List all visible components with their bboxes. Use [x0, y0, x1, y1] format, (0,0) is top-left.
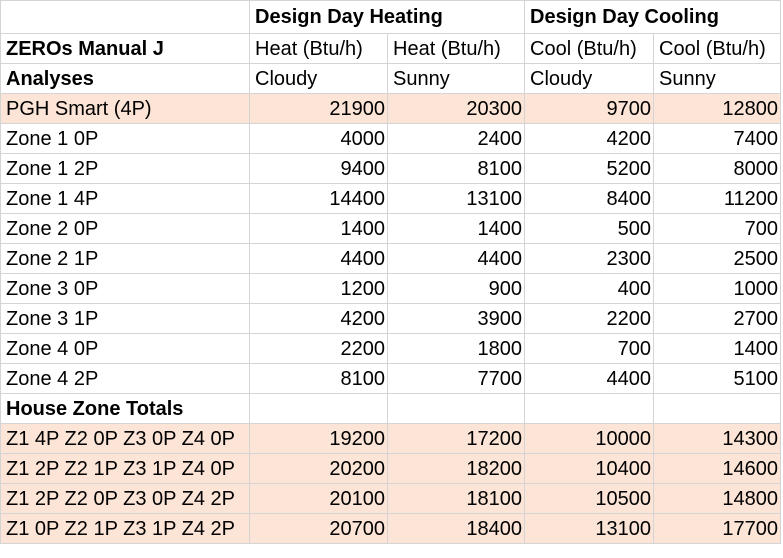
value-cell[interactable]: 10400 [525, 454, 654, 484]
empty-cell[interactable] [388, 394, 525, 424]
value-cell[interactable]: 14800 [654, 484, 781, 514]
condition-header-cool-cloudy[interactable]: Cloudy [525, 64, 654, 94]
value-cell[interactable]: 12800 [654, 94, 781, 124]
value-cell[interactable]: 13100 [525, 514, 654, 544]
heating-group-header[interactable]: Design Day Heating [250, 1, 525, 34]
row-label[interactable]: Zone 4 2P [1, 364, 250, 394]
value-cell[interactable]: 14600 [654, 454, 781, 484]
title-cell-line2[interactable]: Analyses [1, 64, 250, 94]
value-cell[interactable]: 1800 [388, 334, 525, 364]
row-label[interactable]: PGH Smart (4P) [1, 94, 250, 124]
totals-row [1, 424, 781, 454]
value-cell[interactable]: 18400 [388, 514, 525, 544]
value-cell[interactable]: 21900 [250, 94, 388, 124]
value-cell[interactable]: 1400 [250, 214, 388, 244]
totals-row [1, 514, 781, 544]
row-label[interactable]: Z1 4P Z2 0P Z3 0P Z4 0P [1, 424, 250, 454]
row-label[interactable]: Z1 0P Z2 1P Z3 1P Z4 2P [1, 514, 250, 544]
value-cell[interactable]: 4200 [250, 304, 388, 334]
value-cell[interactable]: 10000 [525, 424, 654, 454]
value-cell[interactable]: 9400 [250, 154, 388, 184]
value-cell[interactable]: 19200 [250, 424, 388, 454]
value-cell[interactable]: 900 [388, 274, 525, 304]
value-cell[interactable]: 4200 [525, 124, 654, 154]
value-cell[interactable]: 700 [525, 334, 654, 364]
empty-cell[interactable] [654, 394, 781, 424]
value-cell[interactable]: 5200 [525, 154, 654, 184]
table-row [1, 214, 781, 244]
value-cell[interactable]: 20700 [250, 514, 388, 544]
value-cell[interactable]: 400 [525, 274, 654, 304]
value-cell[interactable]: 20300 [388, 94, 525, 124]
empty-cell[interactable] [250, 394, 388, 424]
unit-header-row [1, 34, 781, 64]
title-cell-line1[interactable]: ZEROs Manual J [1, 34, 250, 64]
table-row [1, 154, 781, 184]
unit-header-cool-cloudy[interactable]: Cool (Btu/h) [525, 34, 654, 64]
value-cell[interactable]: 5100 [654, 364, 781, 394]
value-cell[interactable]: 4400 [525, 364, 654, 394]
row-label[interactable]: Zone 2 0P [1, 214, 250, 244]
empty-cell[interactable] [525, 394, 654, 424]
unit-header-heat-cloudy[interactable]: Heat (Btu/h) [250, 34, 388, 64]
value-cell[interactable]: 500 [525, 214, 654, 244]
value-cell[interactable]: 7700 [388, 364, 525, 394]
value-cell[interactable]: 10500 [525, 484, 654, 514]
value-cell[interactable]: 4400 [250, 244, 388, 274]
value-cell[interactable]: 8100 [388, 154, 525, 184]
row-label[interactable]: Zone 1 4P [1, 184, 250, 214]
table-row [1, 274, 781, 304]
value-cell[interactable]: 17200 [388, 424, 525, 454]
value-cell[interactable]: 1400 [388, 214, 525, 244]
value-cell[interactable]: 3900 [388, 304, 525, 334]
value-cell[interactable]: 2200 [525, 304, 654, 334]
condition-header-row [1, 64, 781, 94]
unit-header-cool-sunny[interactable]: Cool (Btu/h) [654, 34, 781, 64]
value-cell[interactable]: 1400 [654, 334, 781, 364]
table-row [1, 244, 781, 274]
value-cell[interactable]: 14300 [654, 424, 781, 454]
totals-row [1, 484, 781, 514]
value-cell[interactable]: 2300 [525, 244, 654, 274]
row-label[interactable]: Z1 2P Z2 1P Z3 1P Z4 0P [1, 454, 250, 484]
table-row [1, 94, 781, 124]
value-cell[interactable]: 13100 [388, 184, 525, 214]
value-cell[interactable]: 18100 [388, 484, 525, 514]
value-cell[interactable]: 8000 [654, 154, 781, 184]
totals-row [1, 454, 781, 484]
group-header-row [1, 1, 781, 34]
value-cell[interactable]: 18200 [388, 454, 525, 484]
totals-heading-row [1, 394, 781, 424]
value-cell[interactable]: 2200 [250, 334, 388, 364]
value-cell[interactable]: 20100 [250, 484, 388, 514]
table-row [1, 304, 781, 334]
row-label[interactable]: Z1 2P Z2 0P Z3 0P Z4 2P [1, 484, 250, 514]
value-cell[interactable]: 1200 [250, 274, 388, 304]
value-cell[interactable]: 17700 [654, 514, 781, 544]
table-row [1, 364, 781, 394]
cooling-group-header[interactable]: Design Day Cooling [525, 1, 781, 34]
row-label[interactable]: Zone 4 0P [1, 334, 250, 364]
condition-header-heat-cloudy[interactable]: Cloudy [250, 64, 388, 94]
unit-header-heat-sunny[interactable]: Heat (Btu/h) [388, 34, 525, 64]
value-cell[interactable]: 1000 [654, 274, 781, 304]
value-cell[interactable]: 20200 [250, 454, 388, 484]
value-cell[interactable]: 2500 [654, 244, 781, 274]
row-label[interactable]: Zone 2 1P [1, 244, 250, 274]
value-cell[interactable]: 2700 [654, 304, 781, 334]
row-label[interactable]: Zone 1 0P [1, 124, 250, 154]
value-cell[interactable]: 2400 [388, 124, 525, 154]
value-cell[interactable]: 700 [654, 214, 781, 244]
value-cell[interactable]: 8100 [250, 364, 388, 394]
value-cell[interactable]: 8400 [525, 184, 654, 214]
condition-header-heat-sunny[interactable]: Sunny [388, 64, 525, 94]
row-label[interactable]: Zone 1 2P [1, 154, 250, 184]
totals-heading[interactable]: House Zone Totals [1, 394, 250, 424]
value-cell[interactable]: 7400 [654, 124, 781, 154]
table-row [1, 124, 781, 154]
value-cell[interactable]: 4000 [250, 124, 388, 154]
condition-header-cool-sunny[interactable]: Sunny [654, 64, 781, 94]
value-cell[interactable]: 9700 [525, 94, 654, 124]
table-row [1, 334, 781, 364]
value-cell[interactable]: 4400 [388, 244, 525, 274]
value-cell[interactable]: 11200 [654, 184, 781, 214]
table-row [1, 184, 781, 214]
value-cell[interactable]: 14400 [250, 184, 388, 214]
row-label[interactable]: Zone 3 1P [1, 304, 250, 334]
row-label[interactable]: Zone 3 0P [1, 274, 250, 304]
corner-cell[interactable] [1, 1, 250, 34]
